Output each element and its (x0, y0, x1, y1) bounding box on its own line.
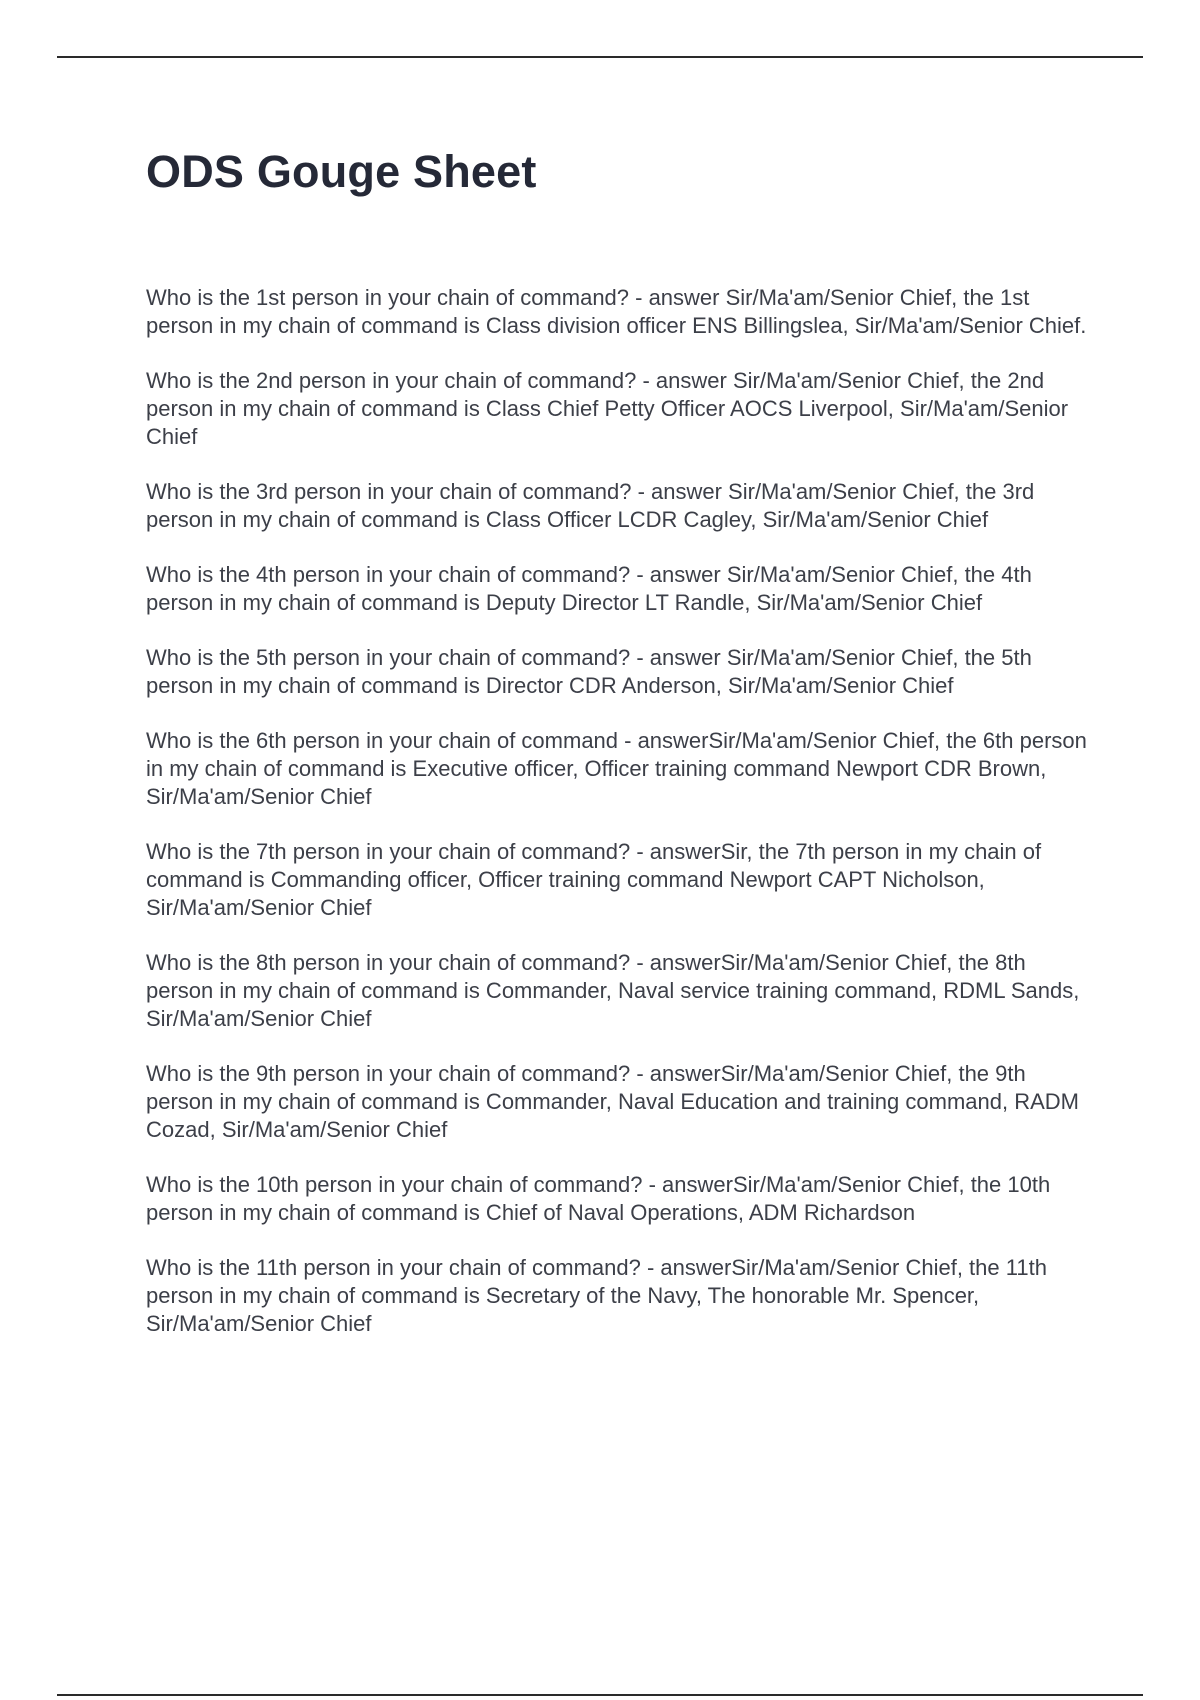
qa-item: Who is the 1st person in your chain of command? - answer Sir/Ma'am/Senior Chief, the 1st person in my chain of command is Class division officer ENS Billingslea, Sir/Ma'am/Senior Chief. (146, 285, 1087, 338)
qa-item: Who is the 5th person in your chain of command? - answer Sir/Ma'am/Senior Chief, the 5th person in my chain of command is Director CDR Anderson, Sir/Ma'am/Senior Chief (146, 645, 1032, 698)
qa-list (146, 284, 1091, 1365)
qa-item: Who is the 2nd person in your chain of command? - answer Sir/Ma'am/Senior Chief, the 2nd person in my chain of command is Class Chief Petty Officer AOCS Liverpool, Sir/Ma'am/Senior Chief (146, 368, 1069, 449)
qa-item: Who is the 6th person in your chain of command - answerSir/Ma'am/Senior Chief, the 6th person in my chain of command is Executive officer, Officer training command Newport CDR Brown, Sir/Ma'am/Senior Chief (146, 728, 1087, 809)
qa-item: Who is the 11th person in your chain of command? - answerSir/Ma'am/Senior Chief, the 11th person in my chain of command is Secretary of the Navy, The honorable Mr. Spencer, Sir/Ma'am/Senior Chief (146, 1255, 1047, 1336)
footer-rule (57, 1694, 1143, 1696)
page-title: ODS Gouge Sheet (146, 146, 537, 197)
qa-item: Who is the 9th person in your chain of command? - answerSir/Ma'am/Senior Chief, the 9th person in my chain of command is Commander, Naval Education and training command, RADM Cozad, Sir/Ma'am/Senior Chief (146, 1061, 1079, 1142)
qa-item: Who is the 4th person in your chain of command? - answer Sir/Ma'am/Senior Chief, the 4th person in my chain of command is Deputy Director LT Randle, Sir/Ma'am/Senior Chief (146, 562, 1032, 615)
qa-item: Who is the 8th person in your chain of command? - answerSir/Ma'am/Senior Chief, the 8th person in my chain of command is Commander, Naval service training command, RDML Sands, Sir/Ma'am/Senior Chief (146, 950, 1080, 1031)
qa-item: Who is the 7th person in your chain of command? - answerSir, the 7th person in my chain of command is Commanding officer, Officer training command Newport CAPT Nicholson, Sir/Ma'am/Senior Chief (146, 839, 1042, 920)
qa-item: Who is the 10th person in your chain of command? - answerSir/Ma'am/Senior Chief, the 10th person in my chain of command is Chief of Naval Operations, ADM Richardson (146, 1172, 1051, 1225)
qa-item: Who is the 3rd person in your chain of command? - answer Sir/Ma'am/Senior Chief, the 3rd person in my chain of command is Class Officer LCDR Cagley, Sir/Ma'am/Senior Chief (146, 479, 1035, 532)
header-rule (57, 56, 1143, 58)
